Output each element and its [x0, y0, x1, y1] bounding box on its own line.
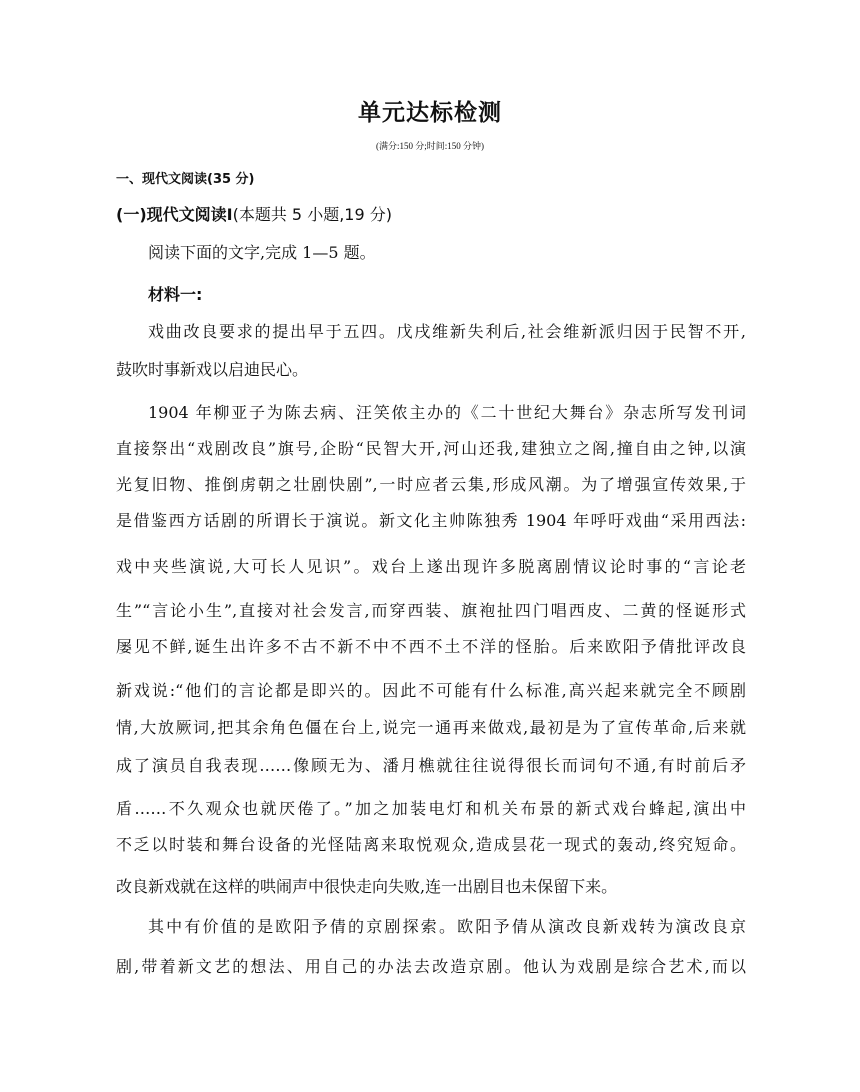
text-line: 剧,带着新文艺的想法、用自己的办法去改造京剧。他认为戏剧是综合艺术,而以: [116, 957, 746, 976]
page-title: 单元达标检测: [358, 100, 502, 126]
instruction-text: 阅读下面的文字,完成 1—5 题。: [148, 243, 376, 262]
text-line: 成了演员自我表现……像顾无为、潘月樵就往往说得很长而词句不通,有时前后矛: [116, 756, 746, 775]
text-line: 改良新戏就在这样的哄闹声中很快走向失败,连一出剧目也未保留下来。: [116, 877, 618, 896]
material-label: 材料一:: [148, 285, 203, 304]
text-line: 1904 年柳亚子为陈去病、汪笑侬主办的《二十世纪大舞台》杂志所写发刊词: [148, 403, 746, 422]
text-line: 是借鉴西方话剧的所谓长于演说。新文化主帅陈独秀 1904 年呼吁戏曲“采用西法:: [116, 511, 746, 530]
text-line: 戏曲改良要求的提出早于五四。戊戌维新失利后,社会维新派归因于民智不开,: [148, 322, 746, 341]
subsection-title: (一)现代文阅读Ⅰ: [116, 205, 233, 224]
text-line: 戏中夹些演说,大可长人见识”。戏台上遂出现许多脱离剧情议论时事的“言论老: [116, 557, 746, 576]
section-heading: 一、现代文阅读(35 分): [116, 172, 255, 187]
text-line: 直接祭出“戏剧改良”旗号,企盼“民智大开,河山还我,建独立之阁,撞自由之钟,以演: [116, 439, 746, 458]
text-line: 屡见不鲜,诞生出许多不古不新不中不西不土不洋的怪胎。后来欧阳予倩批评改良: [116, 637, 746, 656]
text-line: 盾……不久观众也就厌倦了。”加之加装电灯和机关布景的新式戏台蜂起,演出中: [116, 799, 746, 818]
text-line: 光复旧物、推倒虏朝之壮剧快剧”,一时应者云集,形成风潮。为了增强宣传效果,于: [116, 475, 746, 494]
subsection-note: (本题共 5 小题,19 分): [232, 205, 392, 224]
text-line: 鼓吹时事新戏以启迪民心。: [116, 360, 309, 379]
text-line: 不乏以时装和舞台设备的光怪陆离来取悦观众,造成昙花一现式的轰动,终究短命。: [116, 835, 746, 854]
text-line: 新戏说:“他们的言论都是即兴的。因此不可能有什么标准,高兴起来就完全不顾剧: [116, 681, 746, 700]
exam-info: (满分:150 分;时间:150 分钟): [376, 141, 484, 151]
text-line: 情,大放厥词,把其余角色僵在台上,说完一通再来做戏,最初是为了宣传革命,后来就: [116, 718, 746, 737]
text-line: 生”“言论小生”,直接对社会发言,而穿西装、旗袍扯四门唱西皮、二黄的怪诞形式: [116, 601, 746, 620]
text-line: 其中有价值的是欧阳予倩的京剧探索。欧阳予倩从演改良新戏转为演改良京: [148, 917, 746, 936]
subsection-heading: [116, 202, 392, 225]
